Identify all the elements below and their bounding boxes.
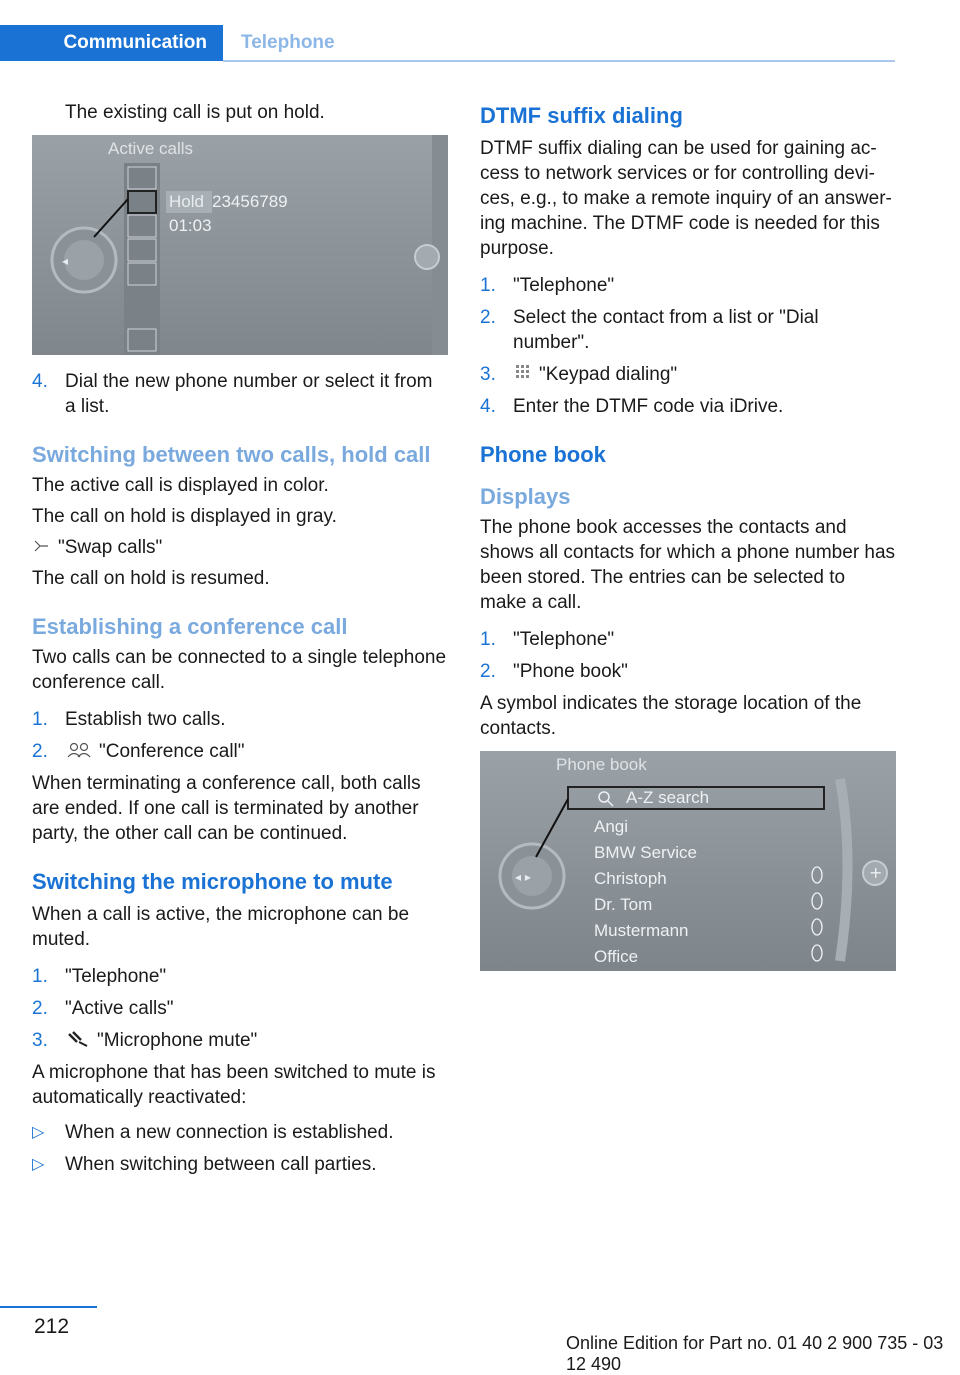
swap-text-3: The call on hold is resumed. [32,568,270,589]
az-search-item: A-Z search [626,788,710,807]
conference-call-icon [65,741,93,759]
edition-text: Online Edition for Part no. 01 40 2 900 735 - 03 12 490 [566,1333,944,1374]
swap-text-2: The call on hold is displayed in gray. [32,506,337,527]
section-tab: Communication [0,25,223,61]
list-item: 4. Dial the new phone number or select it from a list. [32,371,433,417]
hold-label: Hold [169,192,204,211]
active-calls-screenshot [32,135,448,355]
screen-title: Active calls [108,139,194,158]
contact-item: BMW Service [594,843,697,862]
dtmf-heading: DTMF suffix dialing [480,103,683,128]
swap-heading: Switching between two calls, hold call [32,442,431,467]
active-calls-screen-graphic [32,135,448,355]
list-item: 1. "Telephone" [480,629,615,650]
mute-bullets [32,1120,448,1177]
list-item: 2. "Phone book" [480,661,628,682]
conference-steps [32,707,448,764]
list-item: 1. Establish two calls. [32,709,226,730]
list-item: 2. Select the contact from a list or "Dial number". [480,307,819,353]
displays-steps [480,627,896,684]
footer-rule [0,1306,97,1308]
header-rule [223,60,895,62]
microphone-mute-icon [65,1030,91,1048]
mute-text-2: A microphone that has been switched to mute is automatically reactivated: [32,1062,436,1108]
conference-text-2: When terminating a conference call, both calls are ended. If one call is terminated by another party, the other call can be continued. [32,773,421,844]
displays-text-1: The phone book accesses the contacts and shows all contacts for which a phone number has been stored. The entries can be selected to make a call. [480,517,896,613]
intro-text: The existing call is put on hold. [65,102,325,123]
contact-item: Angi [594,817,629,836]
list-item: ▷ When switching between call parties. [32,1154,377,1175]
page-number: 212 [34,1315,70,1338]
mute-heading: Switching the microphone to mute [32,869,393,894]
subsection-tab: Telephone [241,32,335,53]
list-item: ▷ When a new connection is established. [32,1122,394,1143]
swap-calls-icon [32,537,52,555]
svg-text:+: + [869,863,883,882]
mute-steps [32,964,448,1053]
phone-book-screenshot [480,751,896,971]
list-item: 3. "Microphone mute" [32,1030,258,1051]
contact-item: Christoph [594,869,667,888]
list-item: 4. Enter the DTMF code via iDrive. [480,396,784,417]
contact-item: Dr. Tom [594,895,653,914]
keypad-icon [513,364,533,382]
conference-heading: Establishing a conference call [32,614,348,639]
conference-text-1: Two calls can be connected to a single telephone conference call. [32,647,447,693]
dtmf-text-1: DTMF suffix dialing can be used for gaining access to network services or for controlling devices, e.g., to make a remote inquiry of an answering machine. The DTMF code is needed for this purpose. [480,138,892,259]
call-number: 23456789 [212,192,288,211]
contact-item: Mustermann [594,921,689,940]
swap-item: "Swap calls" [32,535,448,560]
phone-book-heading: Phone book [480,442,606,467]
contact-list [594,814,697,970]
call-duration: 01:03 [169,216,212,235]
dtmf-steps [480,273,896,419]
svg-text:◂: ◂ [62,254,69,268]
left-column [32,100,448,1184]
list-item: 1. "Telephone" [480,275,615,296]
list-item: 3. "Keypad dialing" [480,364,678,385]
list-item: 2. "Active calls" [32,998,174,1019]
page-header [0,0,960,64]
list-item: 2. "Conference call" [32,741,245,762]
mute-text-1: When a call is active, the microphone can be muted. [32,904,410,950]
right-column [480,100,896,985]
swap-text-1: The active call is displayed in color. [32,475,329,496]
screen-title: Phone book [556,755,647,774]
svg-text:◂ ▸: ◂ ▸ [515,870,531,884]
contact-item: Office [594,947,639,966]
list-item: 1. "Telephone" [32,966,167,987]
displays-text-2: A symbol indicates the storage location of the contacts. [480,693,862,739]
displays-heading: Displays [480,484,571,509]
